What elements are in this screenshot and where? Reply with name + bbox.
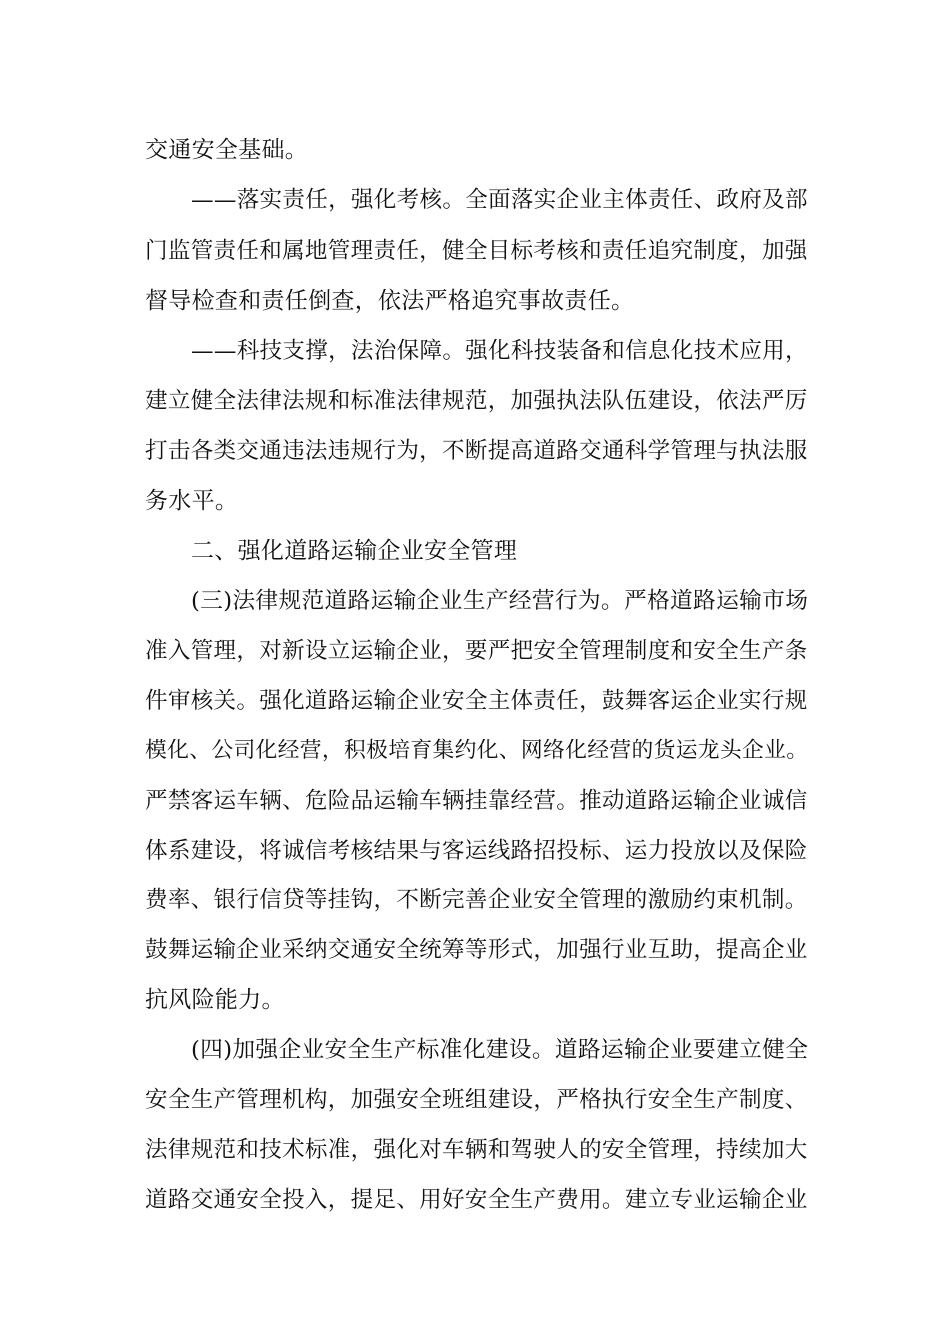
body-text-line: (四)加强企业安全生产标准化建设。道路运输企业要建立健全 — [191, 1037, 809, 1063]
body-text-line: 抗风险能力。 — [145, 987, 285, 1013]
body-text-line: 准入管理，对新设立运输企业，要严把安全管理制度和安全生产条 — [145, 638, 808, 664]
body-text-line: 鼓舞运输企业采纳交通安全统筹等形式，加强行业互助，提高企业 — [145, 937, 808, 963]
body-text-line: 交通安全基础。 — [145, 137, 309, 163]
body-text-line: 严禁客运车辆、危险品运输车辆挂靠经营。推动道路运输企业诚信 — [145, 788, 808, 814]
body-text-line: 建立健全法律法规和标准法律规范，加强执法队伍建设，依法严厉 — [145, 388, 808, 414]
body-text-line: 督导检查和责任倒查，依法严格追究事故责任。 — [145, 288, 635, 314]
body-text-line: 安全生产管理机构，加强安全班组建设，严格执行安全生产制度、 — [145, 1087, 808, 1113]
body-text-line: 模化、公司化经营，积极培育集约化、网络化经营的货运龙头企业。 — [145, 738, 809, 763]
body-text-line: 务水平。 — [145, 488, 239, 514]
body-text-line: ——落实责任，强化考核。全面落实企业主体责任、政府及部 — [191, 187, 808, 213]
body-text-line: ——科技支撑，法治保障。强化科技装备和信息化技术应用， — [191, 338, 808, 364]
body-text-line: 体系建设，将诚信考核结果与客运线路招投标、运力投放以及保险 — [145, 838, 808, 864]
body-text-line: 费率、银行信贷等挂钩，不断完善企业安全管理的激励约束机制。 — [145, 887, 808, 913]
body-text-line: 道路交通安全投入，提足、用好安全生产费用。建立专业运输企业 — [145, 1187, 808, 1213]
body-text-line: 法律规范和技术标准，强化对车辆和驾驶人的安全管理，持续加大 — [145, 1137, 808, 1163]
body-text-line: 门监管责任和属地管理责任，健全目标考核和责任追究制度，加强 — [145, 238, 808, 264]
body-text-line: 打击各类交通违法违规行为，不断提高道路交通科学管理与执法服 — [145, 438, 808, 464]
body-text-line: 件审核关。强化道路运输企业安全主体责任，鼓舞客运企业实行规 — [145, 688, 808, 714]
body-text-line: (三)法律规范道路运输企业生产经营行为。严格道路运输市场 — [191, 588, 809, 614]
section-heading: 二、强化道路运输企业安全管理 — [191, 538, 518, 564]
